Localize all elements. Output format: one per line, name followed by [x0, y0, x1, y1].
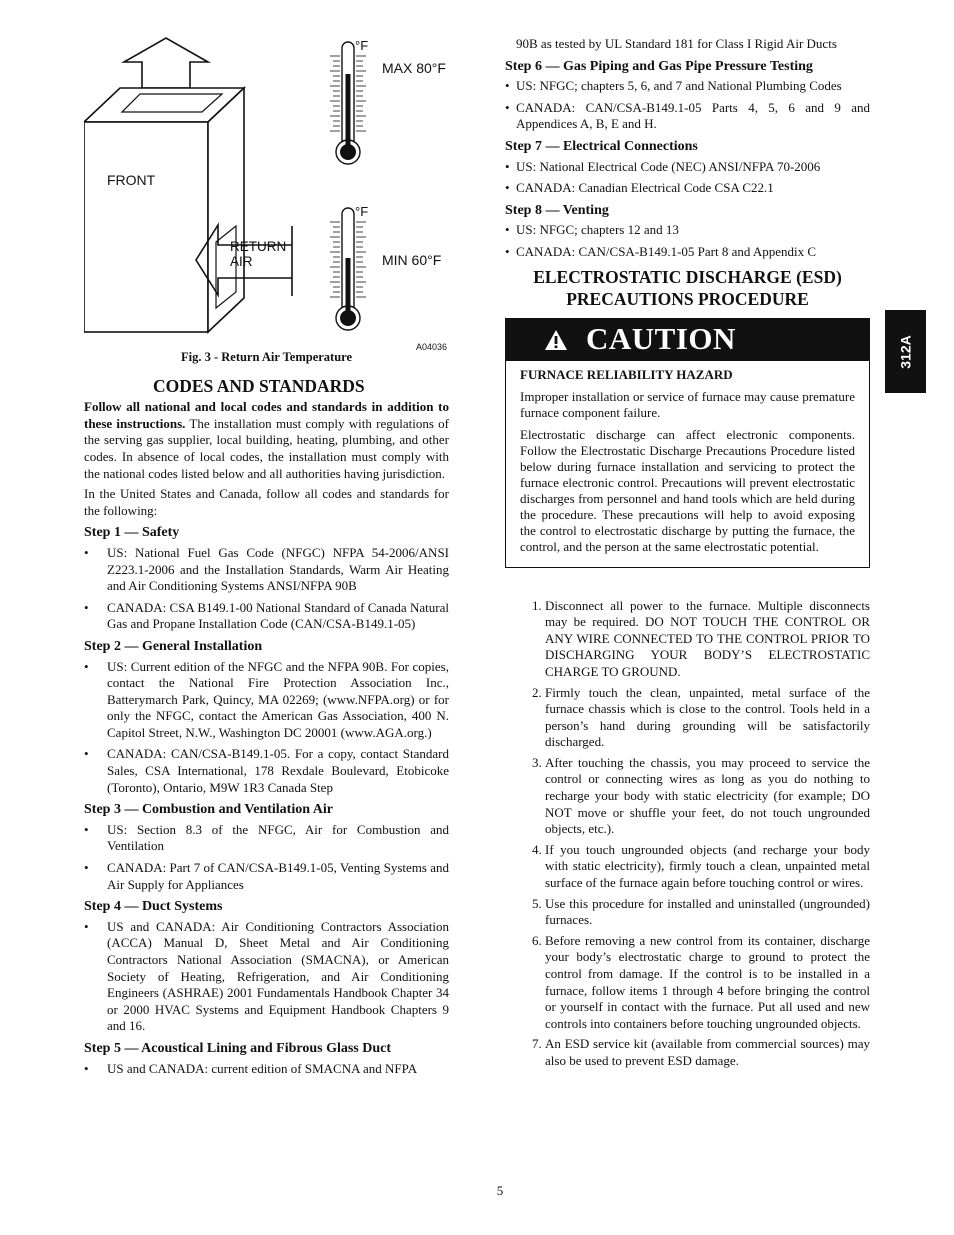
step-1-bullet-canada: • CANADA: CSA B149.1-00 National Standard of Canada Natural Gas and Propane Installation Code (CAN/CSA-B149.1-05)	[84, 600, 449, 633]
step-7-bullet-us: • US: National Electrical Code (NEC) ANSI/NFPA 70-2006	[505, 159, 870, 176]
step-8-title: Step 8 — Venting	[505, 202, 609, 218]
list-item: 4. If you touch ungrounded objects (and recharge your body with static electricity), firmly touch a clean, unpainted metal surface of the furnace again before touching control or wires.	[545, 842, 870, 892]
step-1-bullet-us: • US: National Fuel Gas Code (NFGC) NFPA 54-2006/ANSI Z223.1-2006 and the Installation Standards, Warm Air Heating and Air Conditioning Systems ANSI/NFPA 90B	[84, 545, 449, 595]
step-3-bullet-canada: • CANADA: Part 7 of CAN/CSA-B149.1-05, Venting Systems and Air Supply for Appliances	[84, 860, 449, 893]
list-item: 7. An ESD service kit (available from commercial sources) may also be used to prevent ESD damage.	[545, 1036, 870, 1069]
right-column	[505, 36, 870, 1074]
thermometer-max-icon	[330, 42, 366, 164]
min-temperature-label: MIN 60°F	[382, 252, 442, 268]
codes-intro-2: In the United States and Canada, follow all codes and standards for the following:	[84, 486, 449, 518]
list-item: 1. Disconnect all power to the furnace. Multiple disconnects may be required. DO NOT TOUCH THE CONTROL OR ANY WIRE CONNECTED TO THE CONTROL PRIOR TO DISCHARGING YOUR BODY’S ELECTROSTATIC CHARGE TO GROUND.	[545, 598, 870, 681]
page-number: 5	[496, 1183, 504, 1198]
step-3-bullet-us: • US: Section 8.3 of the NFGC, Air for Combustion and Ventilation	[84, 822, 449, 855]
esd-procedure-list	[505, 598, 870, 1070]
caution-box	[505, 318, 870, 568]
step-6-bullet-us: • US: NFGC; chapters 5, 6, and 7 and National Plumbing Codes	[505, 78, 870, 95]
furnace-front-panel	[84, 122, 208, 332]
list-item: 5. Use this procedure for installed and uninstalled (ungrounded) furnaces.	[545, 896, 870, 929]
figure-caption: Fig. 3 - Return Air Temperature	[180, 350, 353, 364]
front-label: FRONT	[107, 172, 156, 188]
step-1-title: Step 1 — Safety	[84, 525, 180, 541]
step-4-bullet: • US and CANADA: Air Conditioning Contractors Association (ACCA) Manual D, Sheet Metal and Air Conditioning Contractors National Association (SMACNA), or American Society of Heating, Refrigeration, and Air Conditioning Engineers (ASHRAE) 2001 Fundamentals Handbook Chapter 34 or 2000 HVAC Systems and Equipment Handbook Chapters 9 and 16.	[84, 919, 449, 1035]
step-7-title: Step 7 — Electrical Connections	[505, 138, 698, 154]
hazard-paragraph-2: Electrostatic discharge can affect electronic components. Follow the Electrostatic Discharge Precautions Procedure listed below during furnace installation and servicing to protect the furnace electronic control. Precautions will prevent electrostatic discharges from personnel and hand tools which are held during the procedure. These precautions will help to avoid exposing the control to electrostatic discharge by putting the furnace, the control, and the person at the same electrostatic potential.	[520, 426, 855, 554]
hazard-title: FURNACE RELIABILITY HAZARD	[520, 366, 733, 382]
up-arrow-icon	[124, 38, 208, 88]
step-8-bullet-canada: • CANADA: CAN/CSA-B149.1-05 Part 8 and Appendix C	[505, 244, 870, 261]
codes-heading: CODES AND STANDARDS	[153, 375, 365, 396]
return-air-temperature-figure	[84, 30, 449, 352]
list-item: 2. Firmly touch the clean, unpainted, metal surface of the furnace chassis which is close to the control. Tools held in a person’s hand during grounding will be satisfactorily discharged.	[545, 685, 870, 751]
step-2-bullet-canada: • CANADA: CAN/CSA-B149.1-05. For a copy, contact Standard Sales, CSA International, 178 Rexdale Boulevard, Etobicoke (Toronto), Ontario, M9W 1R3 Canada Step	[84, 746, 449, 796]
hazard-paragraph-1: Improper installation or service of furnace may cause premature furnace component failure.	[520, 388, 855, 420]
step-6-bullet-canada: • CANADA: CAN/CSA-B149.1-05 Parts 4, 5, 6 and 9 and Appendices A, B, E and H.	[505, 100, 870, 133]
step-5-continuation: 90B as tested by UL Standard 181 for Class I Rigid Air Ducts	[516, 36, 837, 51]
step-8-bullet-us: • US: NFGC; chapters 12 and 13	[505, 222, 870, 239]
caution-body	[506, 361, 869, 567]
list-item: 6. Before removing a new control from its container, discharge your body’s electrostatic charge to ground to protect the control from damage. If the control is to be installed in a furnace, follow items 1 through 4 before bringing the control or yourself in contact with the furnace. Put all used and new controls into containers before touching ungrounded objects.	[545, 933, 870, 1033]
min-unit-label: °F	[355, 204, 369, 219]
return-air-label: RETURN AIR	[230, 239, 287, 269]
left-column	[84, 30, 449, 1082]
thermometer-min-icon	[330, 208, 366, 330]
esd-heading: ELECTROSTATIC DISCHARGE (ESD) PRECAUTIONS PROCEDURE	[533, 266, 842, 309]
step-7-bullet-canada: • CANADA: Canadian Electrical Code CSA C22.1	[505, 180, 870, 197]
list-item: 3. After touching the chassis, you may proceed to service the control or connecting wires as long as you do nothing to recharge your body with static electricity (for example; DO NOT move or shuffle your feet, do not touch ungrounded objects, etc.).	[545, 755, 870, 838]
section-side-tab: 312A	[885, 310, 926, 393]
step-5-title: Step 5 — Acoustical Lining and Fibrous Glass Duct	[84, 1040, 392, 1056]
codes-intro: Follow all national and local codes and standards in addition to these instructions. The installation must comply with regulations of the serving gas supplier, local building, heating, plumbing, and other codes. In absence of local codes, the installation must comply with the national codes listed below and all authorities having jurisdiction.	[84, 399, 449, 481]
max-unit-label: °F	[355, 38, 369, 53]
caution-title: CAUTION	[586, 321, 736, 357]
max-temperature-label: MAX 80°F	[382, 60, 446, 76]
warning-triangle-icon	[544, 329, 568, 351]
step-2-title: Step 2 — General Installation	[84, 638, 263, 654]
step-3-title: Step 3 — Combustion and Ventilation Air	[84, 802, 333, 818]
caution-header	[506, 319, 869, 361]
figure-id: A04036	[416, 342, 448, 352]
step-5-bullet: • US and CANADA: current edition of SMACNA and NFPA	[84, 1061, 449, 1078]
step-4-title: Step 4 — Duct Systems	[84, 899, 223, 915]
step-2-bullet-us: • US: Current edition of the NFGC and the NFPA 90B. For copies, contact the National Fire Protection Association Inc., Batterymarch Park, Quincy, MA 02269; (www.NFPA.org) or for only the NFGC, contact the American Gas Association, 400 N. Capitol Street, N.W., Washington DC 20001 (www.AGA.org.)	[84, 659, 449, 742]
step-6-title: Step 6 — Gas Piping and Gas Pipe Pressure Testing	[505, 58, 813, 74]
